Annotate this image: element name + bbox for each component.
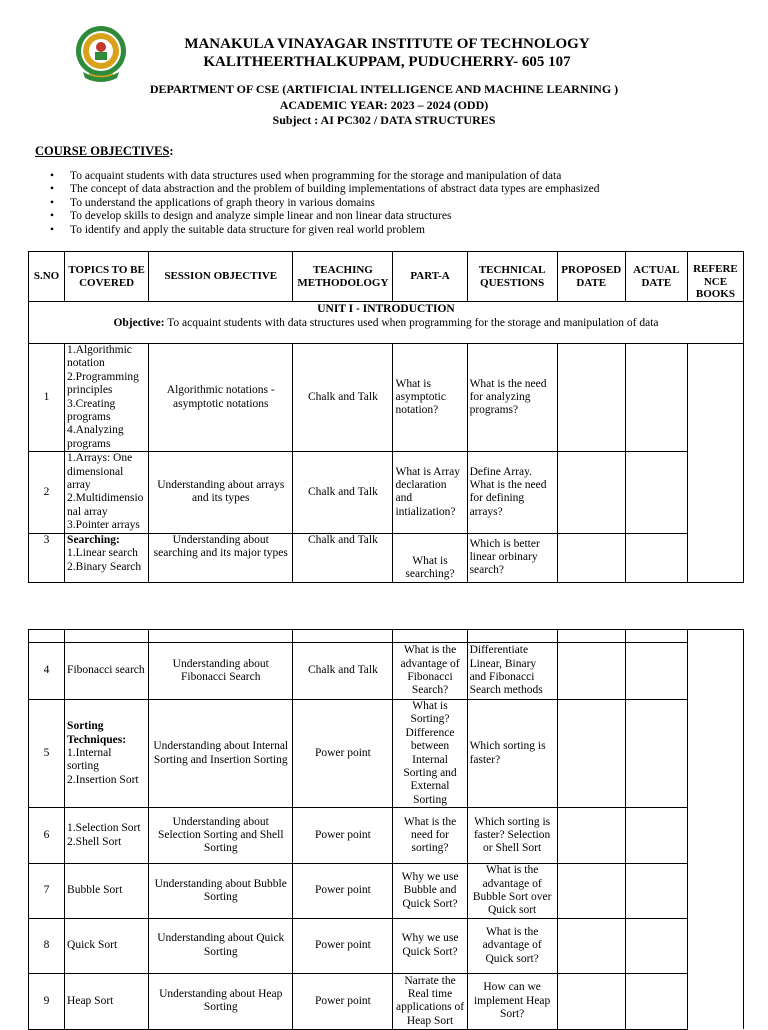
header-teaching-methodology: TEACHING METHODOLOGY — [293, 252, 393, 302]
table-row — [29, 700, 744, 808]
proposed-date-cell — [557, 344, 625, 452]
institute-location: KALITHEERTHALKUPPAM, PUDUCHERRY- 605 107 — [203, 53, 571, 70]
sno-cell: 6 — [29, 808, 65, 864]
topic-cell: 1.Arrays: One dimensional array 2.Multidimensio nal array 3.Pointer arrays — [65, 452, 149, 533]
part-a-cell: Narrate the Real time applications of Heap Sort — [393, 973, 467, 1029]
header-topics: TOPICS TO BE COVERED — [65, 252, 149, 302]
objective-item: • To understand the applications of graph theory in various domains — [35, 197, 599, 210]
actual-date-cell — [625, 344, 687, 452]
proposed-date-cell — [557, 533, 625, 582]
topic-cell: Searching: 1.Linear search 2.Binary Search — [65, 533, 149, 582]
proposed-date-cell — [557, 973, 625, 1029]
topic-cell: Sorting Techniques: 1.Internal sorting 2.Insertion Sort — [65, 700, 149, 808]
proposed-date-cell — [557, 918, 625, 973]
objective-cell: Understanding about Internal Sorting and Insertion Sorting — [149, 700, 293, 808]
technical-cell: What is the advantage of Quick sort? — [467, 918, 557, 973]
technical-cell: What is the advantage of Bubble Sort over Quick sort — [467, 864, 557, 919]
part-a-cell: What is Array declaration and intialization? — [393, 452, 467, 533]
proposed-date-cell — [557, 452, 625, 533]
method-cell: Chalk and Talk — [293, 452, 393, 533]
objective-cell: Algorithmic notations - asymptotic notations — [149, 344, 293, 452]
header-proposed-date: PROPOSED DATE — [557, 252, 625, 302]
actual-date-cell — [625, 700, 687, 808]
proposed-date-cell — [557, 808, 625, 864]
sno-cell: 4 — [29, 643, 65, 700]
lesson-plan-table-2 — [28, 629, 744, 1030]
table-header-row — [29, 252, 744, 302]
actual-date-cell — [625, 452, 687, 533]
technical-cell: Differentiate Linear, Binary and Fibonacci Search methods — [467, 643, 557, 700]
method-cell: Power point — [293, 918, 393, 973]
sno-cell: 9 — [29, 973, 65, 1029]
table-row — [29, 643, 744, 700]
sno-cell: 7 — [29, 864, 65, 919]
table-row — [29, 630, 744, 643]
institute-name: MANAKULA VINAYAGAR INSTITUTE OF TECHNOLOGY — [184, 36, 590, 52]
header-actual-date: ACTUAL DATE — [625, 252, 687, 302]
table-row — [29, 452, 744, 533]
part-a-cell: What is the need for sorting? — [393, 808, 467, 864]
objective-item: • The concept of data abstraction and the problem of building implementations of abstract data types are emphasized — [35, 183, 599, 196]
objective-cell: Understanding about searching and its major types — [149, 533, 293, 582]
topic-cell: Heap Sort — [65, 973, 149, 1029]
topic-cell: 1.Selection Sort 2.Shell Sort — [65, 808, 149, 864]
course-objectives-list — [35, 170, 599, 237]
objective-item: • To acquaint students with data structures used when programming for the storage and manipulation of data — [35, 170, 599, 183]
method-cell: Chalk and Talk — [293, 643, 393, 700]
method-cell: Power point — [293, 808, 393, 864]
technical-cell: How can we implement Heap Sort? — [467, 973, 557, 1029]
sno-cell: 8 — [29, 918, 65, 973]
actual-date-cell — [625, 643, 687, 700]
actual-date-cell — [625, 918, 687, 973]
table-row — [29, 918, 744, 973]
sno-cell: 2 — [29, 452, 65, 533]
department-name: DEPARTMENT OF CSE (ARTIFICIAL INTELLIGENCE AND MACHINE LEARNING ) — [149, 82, 619, 96]
method-cell: Chalk and Talk — [293, 344, 393, 452]
technical-cell: Which sorting is faster? — [467, 700, 557, 808]
institute-title — [0, 36, 768, 71]
proposed-date-cell — [557, 864, 625, 919]
sno-cell: 5 — [29, 700, 65, 808]
topic-cell: Fibonacci search — [65, 643, 149, 700]
actual-date-cell — [625, 533, 687, 582]
actual-date-cell — [625, 864, 687, 919]
sno-cell: 3 — [29, 533, 65, 582]
header-technical-questions: TECHNICAL QUESTIONS — [467, 252, 557, 302]
method-cell: Power point — [293, 700, 393, 808]
unit-objective: Objective: To acquaint students with data structures used when programming for the storage and manipulation of data — [113, 316, 659, 329]
table-row — [29, 808, 744, 864]
method-cell: Power point — [293, 973, 393, 1029]
objective-cell: Understanding about Quick Sorting — [149, 918, 293, 973]
actual-date-cell — [625, 808, 687, 864]
objective-cell: Understanding about arrays and its types — [149, 452, 293, 533]
technical-cell: What is the need for analyzing programs? — [467, 344, 557, 452]
unit-title: UNIT I - INTRODUCTION — [317, 303, 455, 315]
objective-cell: Understanding about Selection Sorting and Shell Sorting — [149, 808, 293, 864]
part-a-cell: Why we use Quick Sort? — [393, 918, 467, 973]
department-block — [0, 82, 768, 129]
topic-cell: Bubble Sort — [65, 864, 149, 919]
proposed-date-cell — [557, 700, 625, 808]
method-cell: Power point — [293, 864, 393, 919]
objective-item: • To identify and apply the suitable data structure for given real world problem — [35, 224, 599, 237]
objective-cell: Understanding about Fibonacci Search — [149, 643, 293, 700]
sno-cell: 1 — [29, 344, 65, 452]
lesson-plan-table-1 — [28, 251, 744, 583]
course-objectives-heading: COURSE OBJECTIVES: — [35, 144, 174, 158]
objective-cell: Understanding about Heap Sorting — [149, 973, 293, 1029]
header-sno: S.NO — [29, 252, 65, 302]
part-a-cell: What is the advantage of Fibonacci Search? — [393, 643, 467, 700]
part-a-cell: What is Sorting? Difference between Internal Sorting and External Sorting — [393, 700, 467, 808]
technical-cell: Define Array. What is the need for defining arrays? — [467, 452, 557, 533]
unit-cell — [29, 302, 744, 344]
table-row — [29, 344, 744, 452]
objective-cell: Understanding about Bubble Sorting — [149, 864, 293, 919]
reference-books-cell — [687, 630, 743, 1030]
topic-cell: 1.Algorithmic notation 2.Programming principles 3.Creating programs 4.Analyzing programs — [65, 344, 149, 452]
topic-cell: Quick Sort — [65, 918, 149, 973]
method-cell: Chalk and Talk — [293, 533, 393, 582]
table-row — [29, 973, 744, 1029]
part-a-cell: Why we use Bubble and Quick Sort? — [393, 864, 467, 919]
part-a-cell: What is asymptotic notation? — [393, 344, 467, 452]
part-a-cell: What is searching? — [393, 533, 467, 582]
header-session-objective: SESSION OBJECTIVE — [149, 252, 293, 302]
table-row — [29, 533, 744, 582]
reference-books-cell — [687, 344, 743, 583]
technical-cell: Which is better linear orbinary search? — [467, 533, 557, 582]
actual-date-cell — [625, 973, 687, 1029]
header-reference-books: REFERE NCE BOOKS — [687, 252, 743, 302]
academic-year: ACADEMIC YEAR: 2023 – 2024 (ODD) — [279, 97, 489, 112]
technical-cell: Which sorting is faster? Selection or Shell Sort — [467, 808, 557, 864]
unit-row — [29, 302, 744, 344]
header-part-a: PART-A — [393, 252, 467, 302]
proposed-date-cell — [557, 643, 625, 700]
table-row — [29, 864, 744, 919]
subject-line: Subject : AI PC302 / DATA STRUCTURES — [272, 113, 496, 127]
objective-item: • To develop skills to design and analyze simple linear and non linear data structures — [35, 210, 599, 223]
